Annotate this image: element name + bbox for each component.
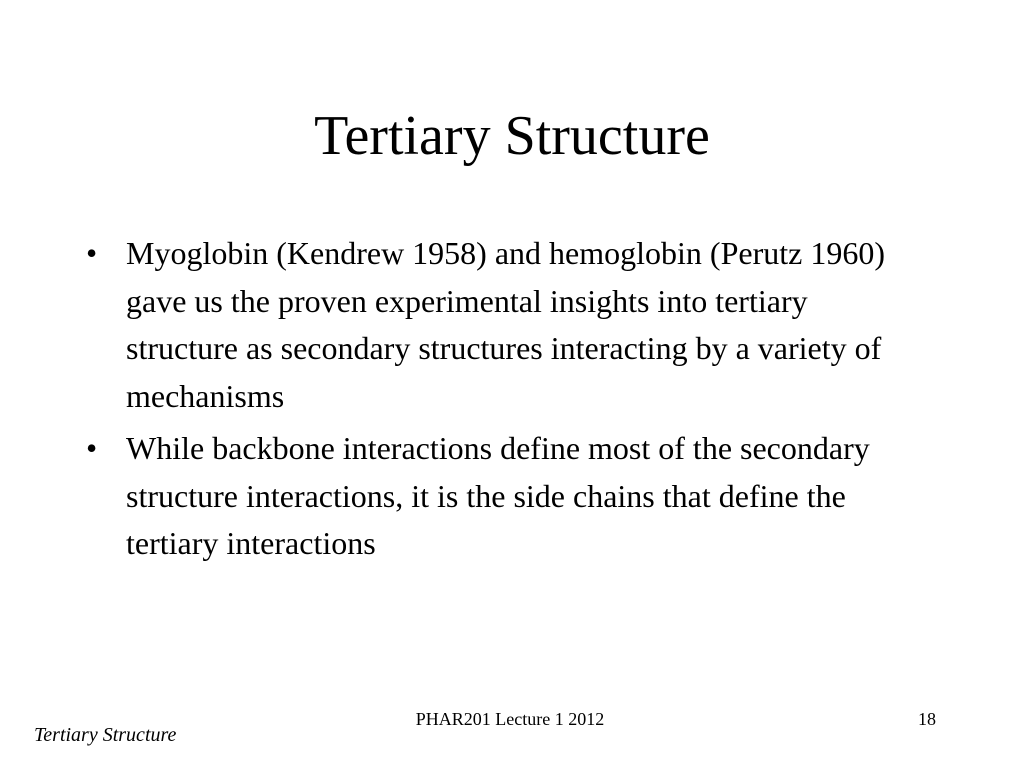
bullet-text: Myoglobin (Kendrew 1958) and hemoglobin (Perutz 1960) gave us the proven experimental insights into tertiary structure as secondary structures interacting by a variety of mechanisms xyxy=(126,235,885,414)
footer-course-label: PHAR201 Lecture 1 2012 xyxy=(415,709,605,729)
slide-title: Tertiary Structure xyxy=(314,105,710,167)
list-item xyxy=(86,425,916,568)
bullet-icon: • xyxy=(86,430,98,466)
bullet-icon: • xyxy=(86,235,98,271)
bullet-text: While backbone interactions define most of the secondary structure interactions, it is the side chains that define the tertiary interactions xyxy=(126,430,870,561)
list-item xyxy=(86,230,916,420)
bullet-list xyxy=(86,230,916,573)
page-number: 18 xyxy=(918,709,936,729)
footer-section-label: Tertiary Structure xyxy=(34,724,177,746)
